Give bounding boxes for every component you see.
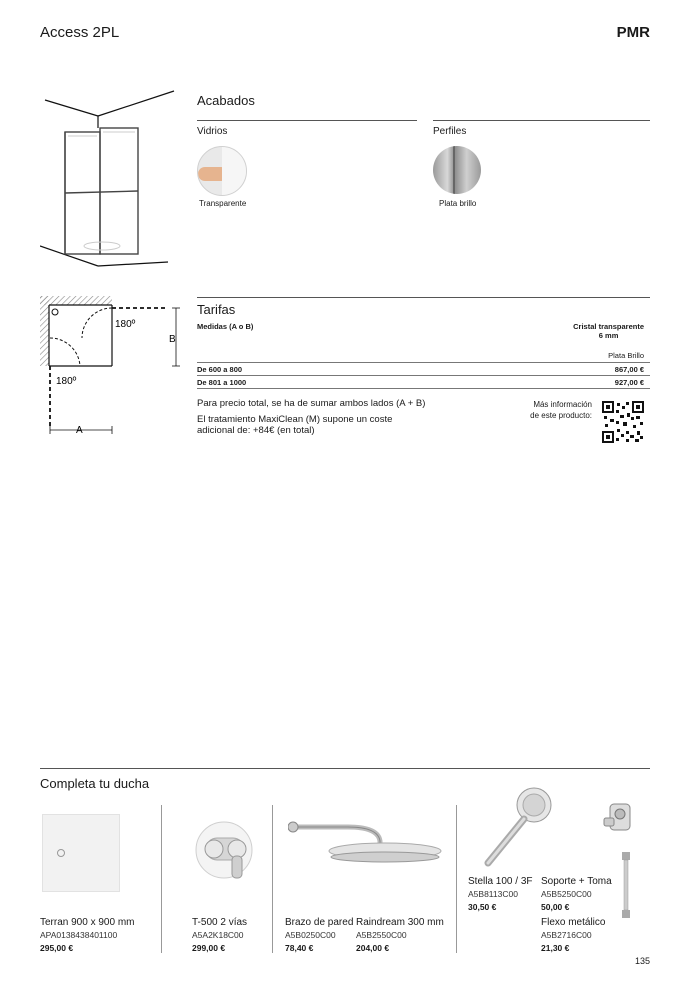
thermostatic-mixer-image[interactable]	[192, 812, 256, 892]
product-name: T-500 2 vías	[192, 917, 248, 928]
hand-shower-image[interactable]	[478, 785, 558, 869]
product-price: 78,40 €	[285, 943, 314, 953]
divider	[197, 297, 650, 298]
product-name: Flexo metálico	[541, 917, 606, 928]
product-price: 204,00 €	[356, 943, 390, 953]
dimension-b-label: B	[169, 334, 176, 345]
maxiclean-note-1: El tratamiento MaxiClean (M) supone un coste	[197, 414, 393, 425]
product-code: A5B2550C00	[356, 930, 407, 940]
rate-row-price: 867,00 €	[614, 365, 644, 374]
product-price: 30,50 €	[468, 902, 497, 912]
product-price: 50,00 €	[541, 902, 570, 912]
product-code: A5B5250C00	[541, 889, 592, 899]
measure-column-header: Medidas (A o B)	[197, 322, 254, 331]
metal-hose-image[interactable]	[616, 852, 636, 918]
rates-title: Tarifas	[197, 302, 236, 317]
glass-swatch[interactable]	[197, 146, 247, 196]
enclosure-drawing	[40, 88, 175, 268]
profiles-label: Perfiles	[433, 126, 467, 137]
finish-column-header: Plata Brillo	[608, 351, 644, 360]
category-badge: PMR	[616, 24, 650, 41]
product-name: Brazo de pared	[285, 917, 354, 928]
product-price: 295,00 €	[40, 943, 74, 953]
rate-row-range: De 801 a 1000	[197, 378, 247, 387]
finishes-title: Acabados	[197, 93, 255, 108]
rate-row-price: 927,00 €	[614, 378, 644, 387]
profile-swatch-label: Plata brillo	[439, 199, 477, 208]
complete-shower-title: Completa tu ducha	[40, 776, 150, 791]
floor-plan-diagram	[38, 294, 188, 436]
total-price-note: Para precio total, se ha de sumar ambos lados (A + B)	[197, 398, 426, 409]
more-info-text: Más información de este producto:	[530, 400, 592, 420]
glass-column-header: Cristal transparente 6 mm	[573, 322, 644, 340]
product-code: A5B2716C00	[541, 930, 592, 940]
product-code: A5A2K18C00	[192, 930, 244, 940]
wall-arm-and-rain-shower-image[interactable]	[288, 805, 448, 875]
divider	[40, 768, 650, 769]
angle-label-top: 180º	[115, 319, 136, 330]
glass-label: Vidrios	[197, 126, 228, 137]
product-code: A5B0250C00	[285, 930, 336, 940]
product-code: APA0138438401100	[40, 930, 118, 940]
product-name: Stella 100 / 3F	[468, 876, 533, 887]
product-name: Soporte + Toma	[541, 876, 612, 887]
glass-swatch-label: Transparente	[199, 199, 247, 208]
product-price: 21,30 €	[541, 943, 570, 953]
profile-swatch[interactable]	[433, 146, 481, 194]
page-number: 135	[634, 956, 650, 966]
product-name: Raindream 300 mm	[356, 917, 444, 928]
angle-label-bottom: 180º	[56, 376, 77, 387]
product-price: 299,00 €	[192, 943, 226, 953]
product-name: Terran 900 x 900 mm	[40, 917, 135, 928]
divider	[433, 120, 650, 121]
dimension-a-label: A	[76, 425, 83, 436]
divider	[197, 120, 417, 121]
wall-support-outlet-image[interactable]	[600, 800, 640, 840]
shower-tray-image[interactable]	[42, 814, 120, 892]
product-title: Access 2PL	[40, 24, 120, 41]
qr-code-icon[interactable]	[602, 401, 644, 443]
product-code: A5B8113C00	[468, 889, 518, 899]
maxiclean-note-2: adicional de: +84€ (en total)	[197, 425, 315, 436]
rate-row-range: De 600 a 800	[197, 365, 243, 374]
drain-icon	[57, 849, 65, 857]
